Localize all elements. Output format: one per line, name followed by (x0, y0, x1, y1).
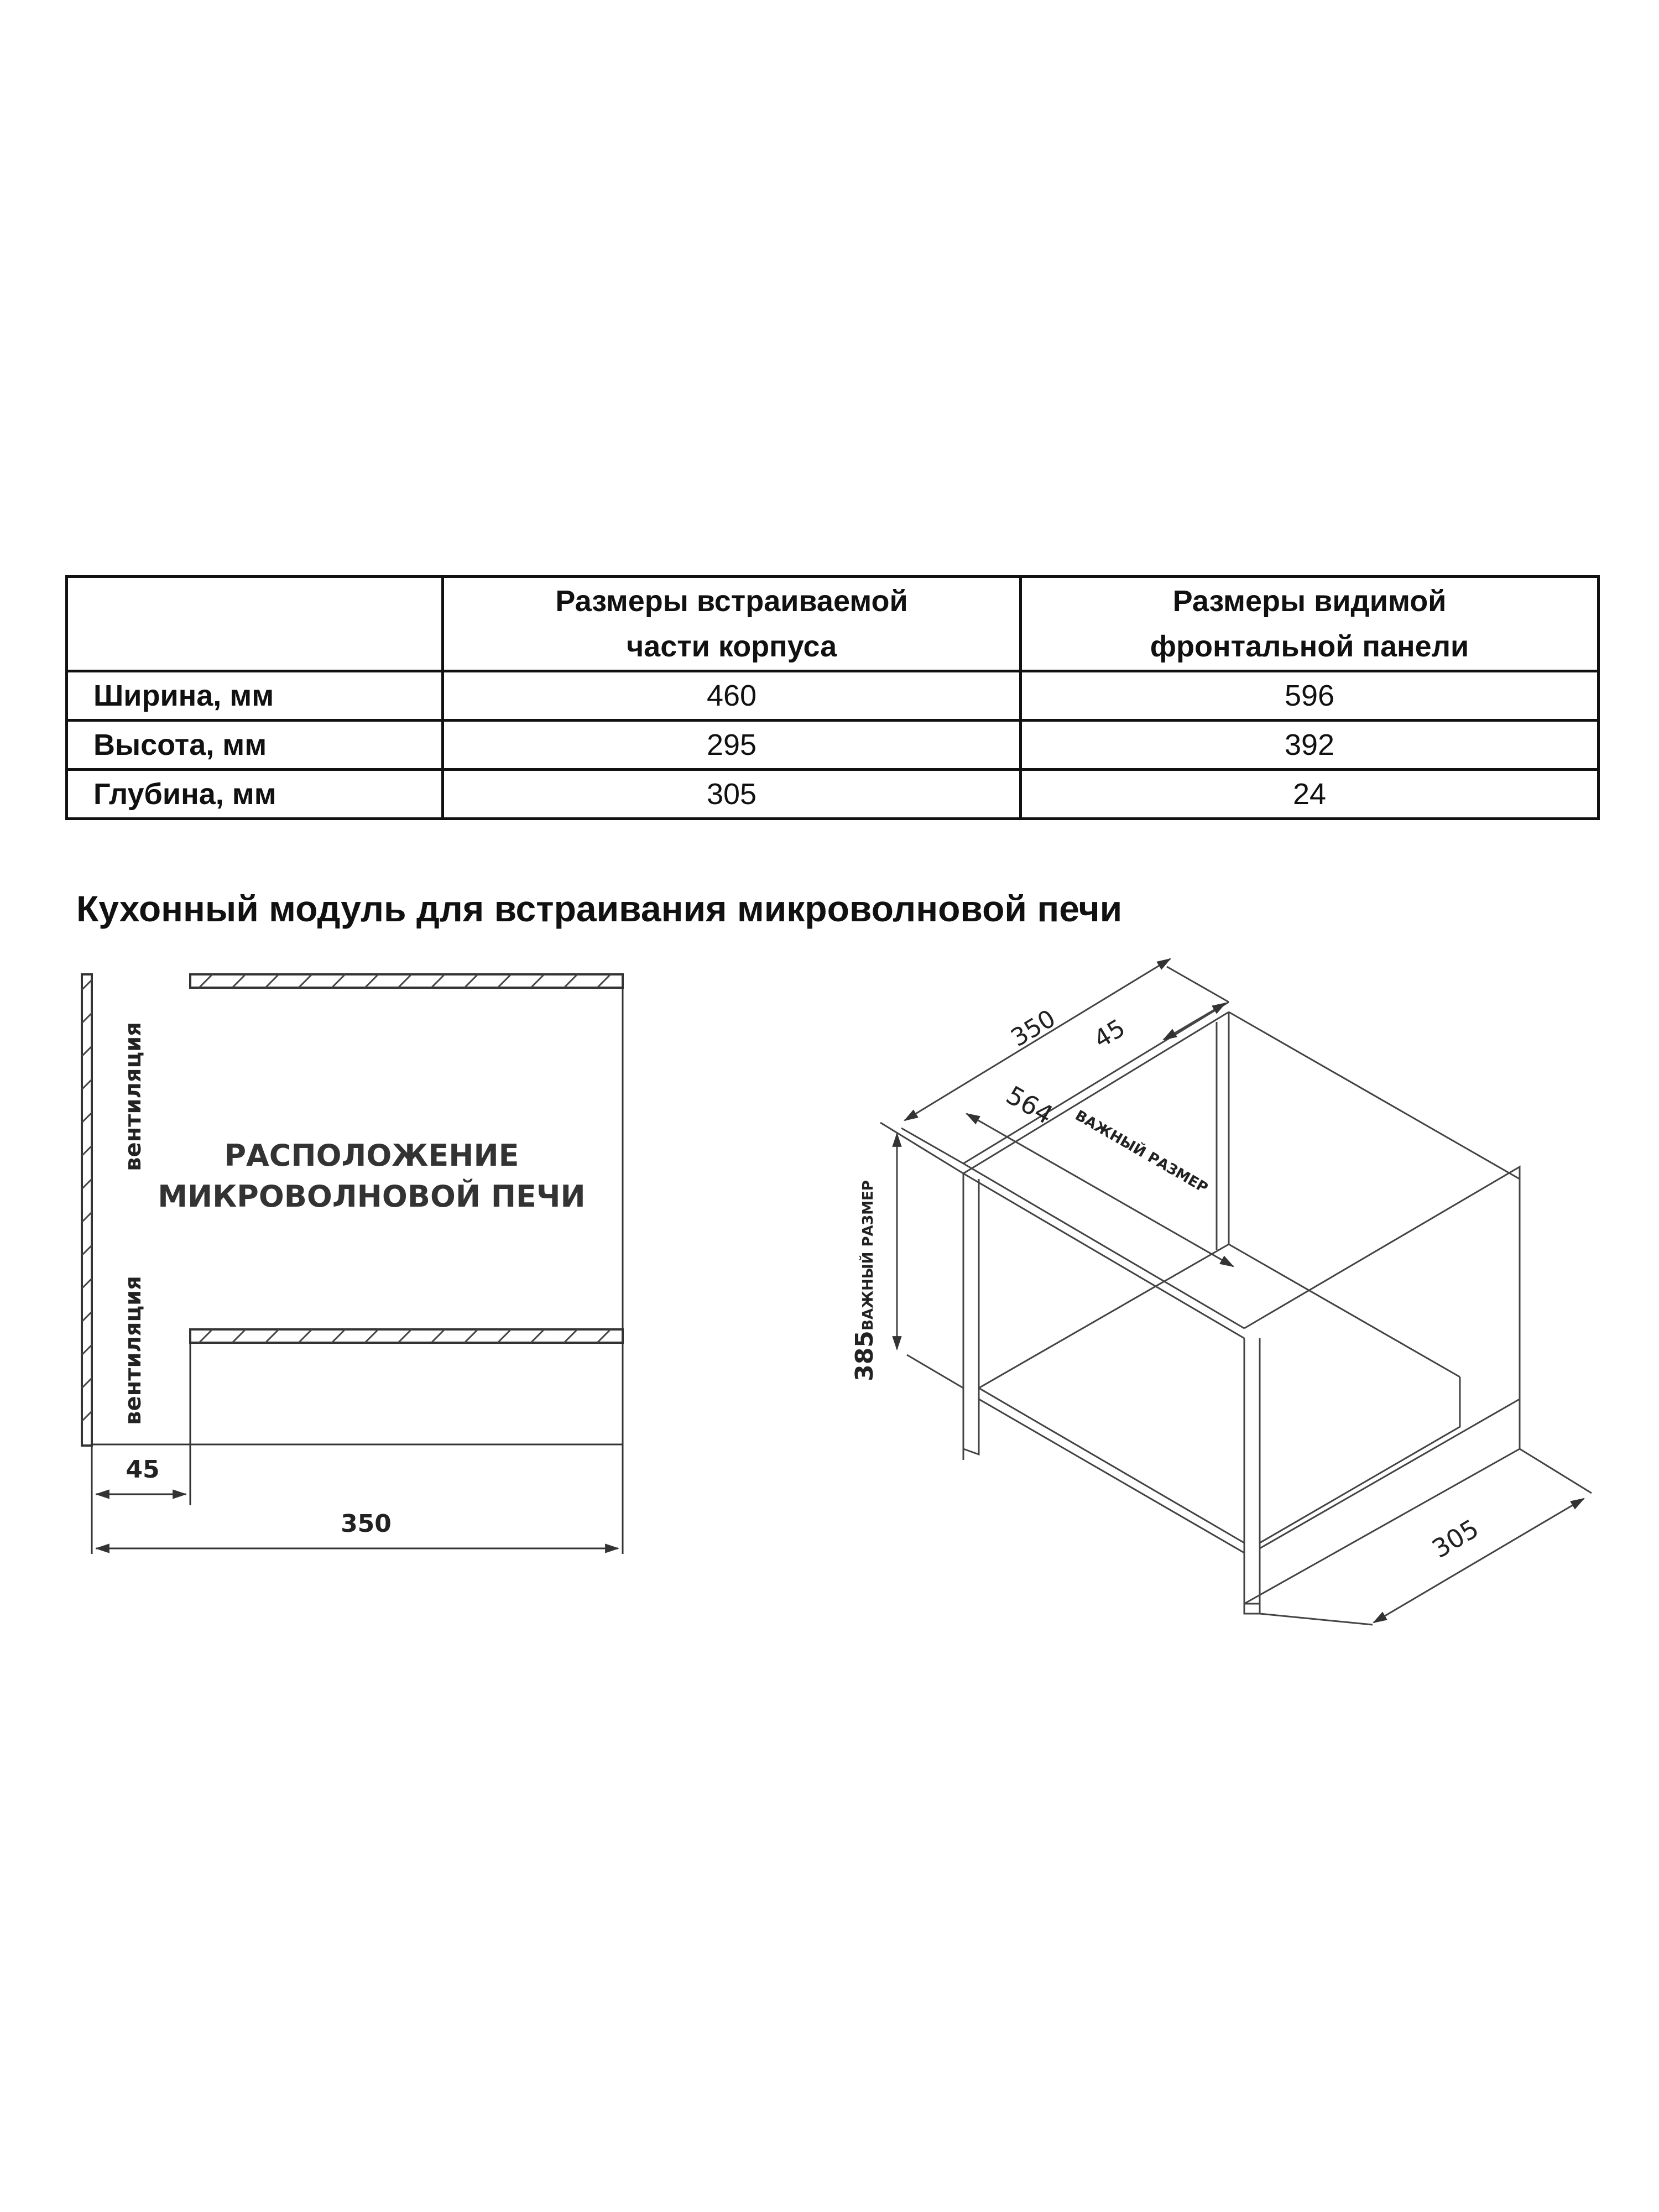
back-wall (82, 974, 92, 1446)
row-label: Ширина, мм (67, 671, 443, 721)
iso-dim-line-305 (1374, 1499, 1584, 1623)
embedded-value: 460 (443, 671, 1021, 721)
header-front-line1: Размеры видимой (1172, 585, 1447, 618)
iso-important-label-diagonal: ВАЖНЫЙ РАЗМЕР (1072, 1107, 1211, 1197)
isometric-view (880, 959, 1592, 1625)
front-value: 392 (1021, 721, 1599, 770)
iso-important-label-height: ВАЖНЫЙ РАЗМЕР (860, 1180, 877, 1331)
front-value: 596 (1021, 671, 1599, 721)
header-embedded-line2: части корпуса (626, 630, 837, 663)
top-shelf (190, 974, 623, 988)
iso-dim-label-564: 564 (1001, 1079, 1058, 1130)
header-front-line2: фронтальной панели (1150, 630, 1469, 663)
iso-dim-label-45: 45 (1089, 1014, 1130, 1054)
placement-label-line1: РАСПОЛОЖЕНИЕ (224, 1138, 519, 1173)
dim-label-350: 350 (341, 1510, 392, 1538)
row-label: Глубина, мм (67, 770, 443, 819)
dim-label-45: 45 (126, 1455, 160, 1484)
iso-dim-label-385: 385 (851, 1331, 879, 1381)
bottom-shelf (190, 1329, 623, 1343)
iso-dim-label-350: 350 (1006, 1004, 1061, 1053)
header-embedded-line1: Размеры встраиваемой (555, 585, 908, 618)
side-section-view (82, 974, 623, 1554)
placement-label-line2: МИКРОВОЛНОВОЙ ПЕЧИ (158, 1179, 586, 1214)
ventilation-label-bottom: вентиляция (121, 1276, 146, 1425)
lower-cabinet-outline (190, 1343, 623, 1444)
embedded-value: 295 (443, 721, 1021, 770)
ventilation-label-top: вентиляция (121, 1022, 146, 1171)
section-title: Кухонный модуль для встраивания микроволновой печи (76, 888, 1123, 929)
row-label: Высота, мм (67, 721, 443, 770)
embedded-value: 305 (443, 770, 1021, 819)
iso-dim-label-305: 305 (1427, 1513, 1484, 1564)
front-value: 24 (1021, 770, 1599, 819)
